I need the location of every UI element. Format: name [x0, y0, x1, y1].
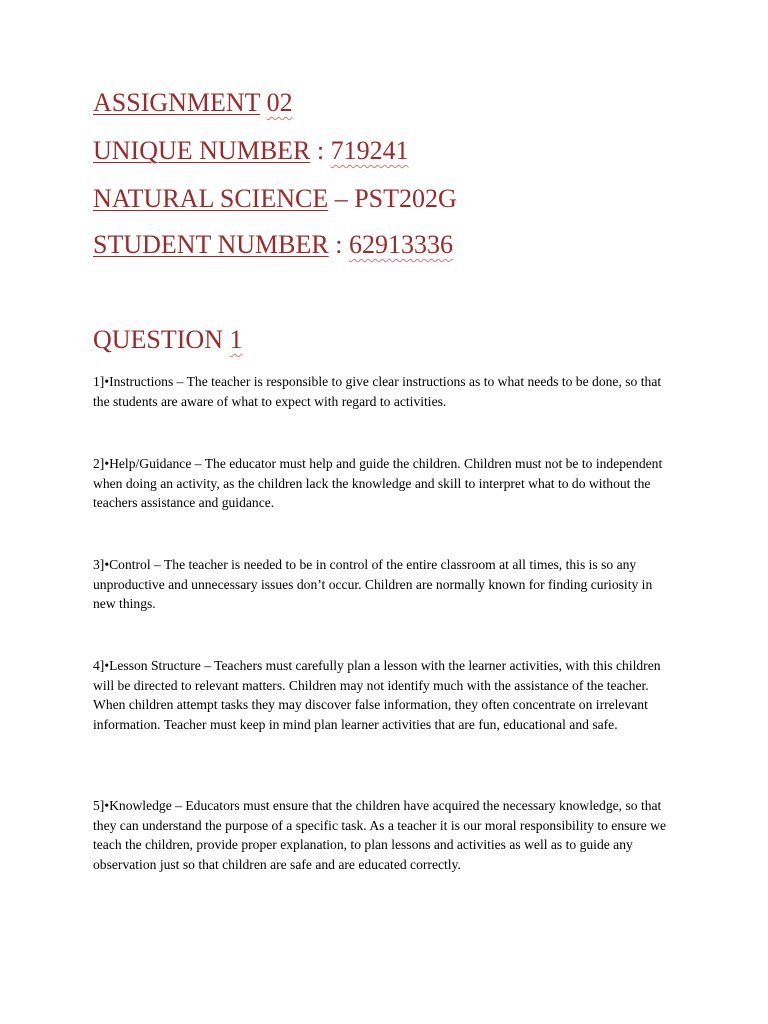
student-number-separator: : [328, 230, 349, 259]
answer-paragraph-4: 4]•Lesson Structure – Teachers must carefully plan a lesson with the learner activities, with this children will be directed to relevant matters. Children may not identify much with the assistance of the teacher. When children attempt tasks they may discover false information, they often concentrate on irrelevant information. Teacher must keep in mind plan learner activities that are fun, educational and safe. [93, 658, 661, 732]
assignment-number: 02 [266, 88, 293, 117]
answer-paragraph-2: 2]•Help/Guidance – The educator must help and guide the children. Children must not be to independent when doing an activity, as the children lack the knowledge and skill to interpret what to do without the teachers assistance and guidance. [93, 456, 663, 510]
module-label: NATURAL SCIENCE [93, 184, 329, 213]
module-code: PST202G [354, 184, 457, 213]
student-number-heading [93, 229, 453, 261]
question-number: 1 [229, 325, 243, 354]
question-heading [93, 324, 243, 356]
unique-number-label: UNIQUE NUMBER [93, 136, 311, 165]
module-heading [93, 183, 457, 215]
student-number-value: 62913336 [348, 230, 453, 259]
assignment-heading [93, 87, 293, 119]
answer-paragraph-1: 1]•Instructions – The teacher is responsible to give clear instructions as to what needs to be done, so that the students are aware of what to expect with regard to activities. [93, 374, 662, 409]
student-number-label: STUDENT NUMBER [93, 230, 329, 259]
module-separator: – [328, 184, 355, 213]
answer-paragraph-3: 3]•Control – The teacher is needed to be in control of the entire classroom at all times, this is so any unproductive and unnecessary issues don’t occur. Children are normally known for finding curiosity in new things. [93, 557, 653, 611]
question-label: QUESTION [93, 325, 223, 354]
unique-number-value: 719241 [330, 136, 409, 165]
answer-paragraph-5: 5]•Knowledge – Educators must ensure that the children have acquired the necessary knowledge, so that they can understand the purpose of a specific task. As a teacher it is our moral responsibility to ensure we teach the children, provide proper explanation, to plan lessons and activities as well as to guide any observation just so that children are safe and are educated correctly. [93, 798, 667, 872]
unique-number-heading [93, 135, 409, 167]
unique-number-separator: : [310, 136, 331, 165]
assignment-label: ASSIGNMENT [93, 88, 261, 117]
